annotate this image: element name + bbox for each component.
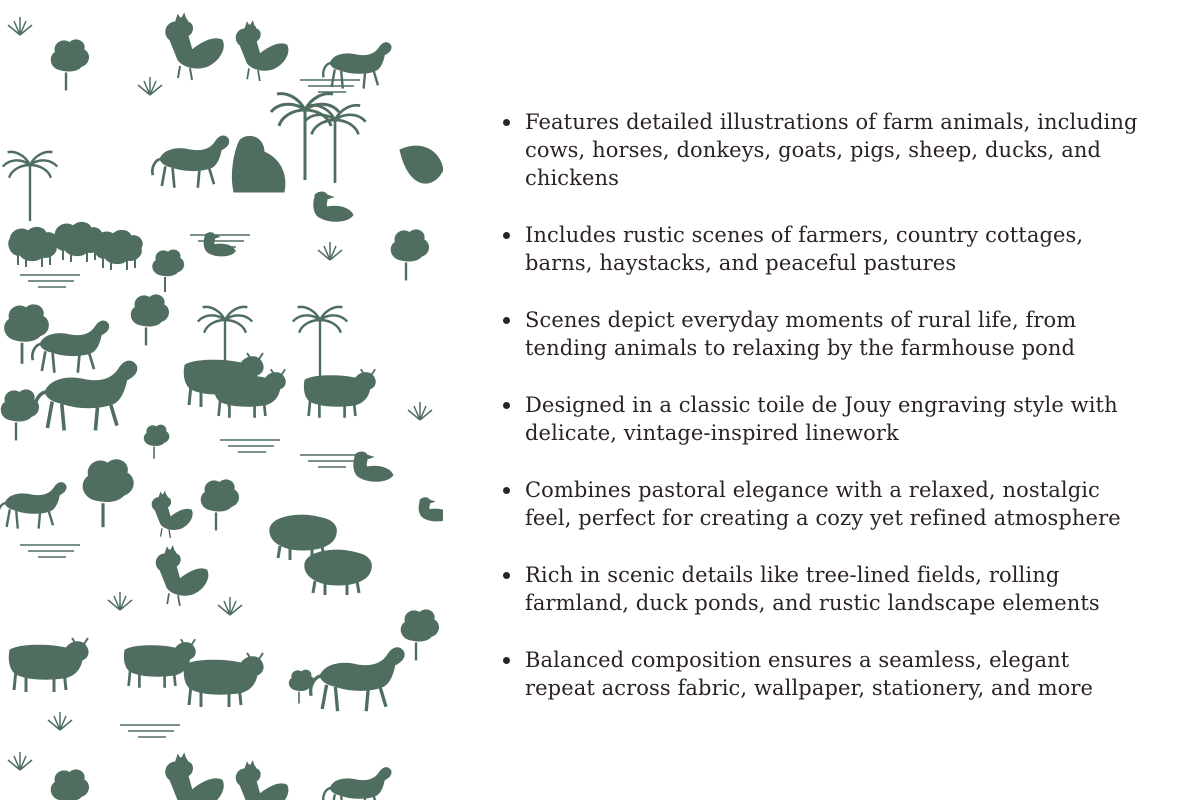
tree-motif: [153, 250, 184, 292]
toile-pattern-illustration: [0, 0, 443, 800]
feature-item: [500, 561, 1140, 617]
bullet-icon: [503, 572, 510, 579]
tree-motif: [1, 390, 39, 441]
horse-motif: [35, 361, 137, 430]
grass-motif: [8, 17, 32, 35]
feature-text: Features detailed illustrations of farm animals, including cows, horses, donkeys, goats, pigs, sheep, ducks, and chickens: [525, 110, 1138, 190]
horse-motif: [323, 43, 391, 89]
water-motif: [220, 440, 280, 452]
palm-tree-motif: [304, 105, 365, 183]
shrub-motif: [144, 425, 169, 459]
tree-motif: [391, 230, 429, 281]
water-motif: [20, 545, 80, 557]
plant-motif: [51, 40, 89, 91]
bullet-icon: [503, 402, 510, 409]
plant-motif: [51, 770, 89, 800]
bullet-icon: [503, 317, 510, 324]
feature-item: [500, 646, 1140, 702]
feature-text: Rich in scenic details like tree-lined fields, rolling farmland, duck ponds, and rustic landscape elements: [525, 563, 1100, 615]
duck-motif: [314, 192, 353, 221]
sheep-motif: [94, 230, 143, 270]
feature-item: [500, 391, 1140, 447]
duck-motif: [204, 233, 235, 256]
horse-motif: [323, 768, 391, 800]
grass-motif: [318, 242, 342, 260]
milkmaid-figure: [232, 136, 284, 192]
feature-text: Includes rustic scenes of farmers, country cottages, barns, haystacks, and peaceful pastures: [525, 223, 1084, 275]
water-motif: [300, 455, 360, 467]
rooster-motif: [166, 15, 223, 80]
toile-pattern-svg: [0, 0, 443, 800]
feature-text: Combines pastoral elegance with a relaxed, nostalgic feel, perfect for creating a cozy yet refined atmosphere: [525, 478, 1121, 530]
shrub-motif: [289, 670, 314, 704]
bullet-icon: [503, 119, 510, 126]
tree-motif: [5, 305, 49, 364]
palm-tree-motif: [3, 152, 57, 221]
bullet-icon: [503, 232, 510, 239]
cow-motif: [9, 638, 88, 692]
pattern-artwork: [0, 15, 443, 800]
rooster-motif: [152, 493, 192, 539]
goat-motif: [152, 136, 228, 188]
water-motif: [120, 725, 180, 737]
horse-motif: [311, 648, 404, 711]
tree-motif: [401, 610, 439, 661]
feature-text: Scenes depict everyday moments of rural life, from tending animals to relaxing by the farmhouse pond: [525, 308, 1077, 360]
cow-motif: [304, 369, 375, 418]
grass-motif: [408, 402, 432, 420]
grass-motif: [48, 712, 72, 730]
water-motif: [300, 80, 360, 92]
feature-item: [500, 306, 1140, 362]
feature-item: [500, 476, 1140, 532]
donkey-motif: [0, 483, 66, 529]
tree-motif: [83, 460, 133, 528]
tree-motif: [201, 480, 239, 531]
feature-item: [500, 221, 1140, 277]
pig-motif: [305, 550, 372, 595]
feature-list: [500, 108, 1140, 731]
rooster-motif: [166, 755, 223, 800]
rooster-motif: [236, 23, 288, 82]
sheep-motif: [9, 227, 58, 267]
grass-motif: [218, 597, 242, 615]
peacock-motif: [400, 146, 443, 183]
duck-motif: [419, 498, 443, 521]
rooster-motif: [236, 763, 288, 800]
hen-motif: [156, 548, 208, 607]
bullet-icon: [503, 487, 510, 494]
tree-motif: [131, 295, 169, 346]
cow-motif: [124, 639, 195, 688]
grass-motif: [8, 752, 32, 770]
feature-text: Designed in a classic toile de Jouy engraving style with delicate, vintage-inspired linework: [525, 393, 1118, 445]
grass-motif: [138, 77, 162, 95]
feature-item: [500, 108, 1140, 192]
feature-text: Balanced composition ensures a seamless, elegant repeat across fabric, wallpaper, stationery, and more: [525, 648, 1094, 700]
water-motif: [20, 275, 80, 287]
grass-motif: [108, 592, 132, 610]
bullet-icon: [503, 657, 510, 664]
palm-tree-motif: [293, 307, 347, 376]
ox-motif: [214, 369, 285, 418]
cow-motif: [184, 653, 263, 707]
duck-motif: [354, 452, 393, 481]
